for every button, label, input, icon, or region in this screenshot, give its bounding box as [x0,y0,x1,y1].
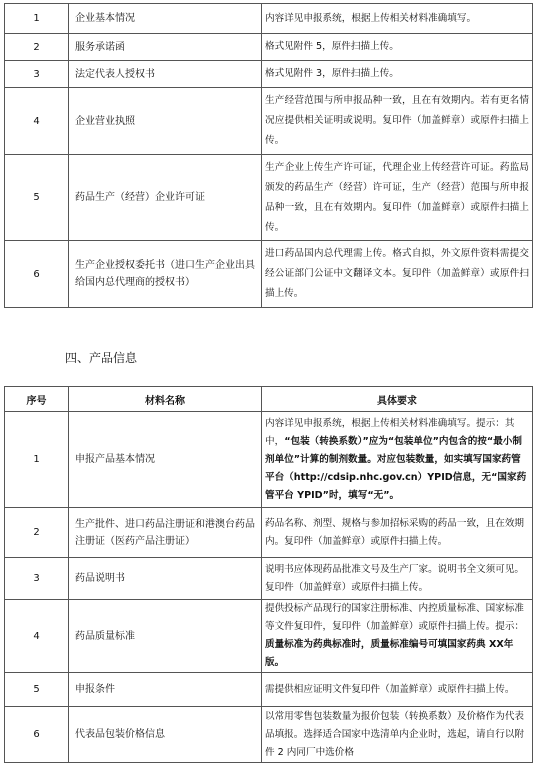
company-materials-table [4,3,533,308]
table-row [5,707,533,763]
material-requirement: 需提供相应证明文件复印件（加盖鲜章）或原件扫描上传。 [262,673,533,707]
requirement-text: 内容详见申报系统，根据上传相关材料准确填写。提示：其中， [265,417,515,447]
material-name: 药品说明书 [69,558,262,600]
row-number: 5 [5,673,69,707]
row-number: 6 [5,241,69,308]
material-requirement: 格式见附件 5，原件扫描上传。 [262,34,533,61]
material-requirement: 药品名称、剂型、规格与参加招标采购的药品一致，且在效期内。复印件（加盖鲜章）或原件扫描上传。 [262,508,533,558]
table-row [5,673,533,707]
material-requirement [262,412,533,508]
row-number: 2 [5,34,69,61]
material-name: 生产批件、进口药品注册证和港澳台药品注册证（医药产品注册证） [69,508,262,558]
table-row [5,88,533,155]
product-info-table [4,386,533,763]
row-number: 3 [5,558,69,600]
table-row [5,61,533,88]
row-number: 4 [5,88,69,155]
table-row [5,558,533,600]
table-row [5,155,533,241]
row-number: 4 [5,600,69,673]
requirement-text: 提供投标产品现行的国家注册标准、内控质量标准、国家标准等文件复印件，复印件（加盖鲜章）或原件扫描上传。提示： [265,603,525,632]
material-name: 生产企业授权委托书（进口生产企业出具给国内总代理商的授权书） [69,241,262,308]
requirement-bold-note: 质量标准为药典标准时，质量标准编号可填国家药典 XX年版。 [265,639,514,668]
table-row [5,508,533,558]
material-requirement: 生产经营范围与所申报品种一致，且在有效期内。若有更名情况应提供相关证明或说明。复印件（加盖鲜章）或原件扫描上传。 [262,88,533,155]
material-name: 法定代表人授权书 [69,61,262,88]
table-row [5,4,533,34]
row-number: 1 [5,412,69,508]
header-material-name: 材料名称 [69,387,262,412]
row-number: 1 [5,4,69,34]
table-row [5,241,533,308]
material-name: 企业基本情况 [69,4,262,34]
material-name: 申报条件 [69,673,262,707]
header-requirement: 具体要求 [262,387,533,412]
material-name: 企业营业执照 [69,88,262,155]
row-number: 6 [5,707,69,763]
header-number: 序号 [5,387,69,412]
material-requirement: 以常用零售包装数量为报价包装（转换系数）及价格作为代表品填报。选择适合国家中选清单内企业时，选起，请自行以附件 2 内同厂中选价格 [262,707,533,763]
material-name: 代表品包装价格信息 [69,707,262,763]
table-header-row [5,387,533,412]
material-name: 药品质量标准 [69,600,262,673]
material-requirement: 进口药品国内总代理需上传。格式自拟，外文原件资料需提交经公证部门公证中文翻译文本。复印件（加盖鲜章）或原件扫描上传。 [262,241,533,308]
requirement-bold-note: “包装（转换系数）”应为“包装单位”内包含的按“最小制剂单位”计算的制剂数量。对应包装数量，如实填写国家药管平台（http://cdsip.nhc.gov.cn）YPID信息，无“国家药管平台 YPID”时，填写“无”。 [265,435,527,501]
table-row [5,412,533,508]
material-requirement [262,600,533,673]
material-requirement: 生产企业上传生产许可证，代理企业上传经营许可证。药监局颁发的药品生产（经营）许可证，生产（经营）范围与所申报品种一致，且在有效期内。复印件（加盖鲜章）或原件扫描上传。 [262,155,533,241]
material-requirement: 格式见附件 3，原件扫描上传。 [262,61,533,88]
table-row [5,600,533,673]
material-name: 服务承诺函 [69,34,262,61]
table-row [5,34,533,61]
material-requirement: 说明书应体现药品批准文号及生产厂家。说明书全文须可见。复印件（加盖鲜章）或原件扫描上传。 [262,558,533,600]
row-number: 3 [5,61,69,88]
row-number: 2 [5,508,69,558]
section-title: 四、产品信息 [65,351,138,365]
material-requirement: 内容详见申报系统，根据上传相关材料准确填写。 [262,4,533,34]
material-name: 申报产品基本情况 [69,412,262,508]
material-name: 药品生产（经营）企业许可证 [69,155,262,241]
row-number: 5 [5,155,69,241]
